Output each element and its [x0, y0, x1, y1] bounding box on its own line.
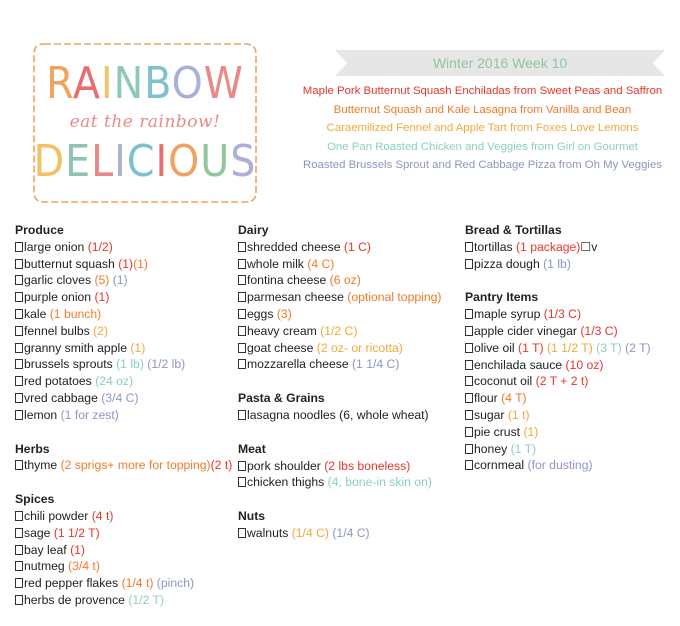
checkbox-icon[interactable]: [465, 444, 473, 454]
item-quantity: (1/3 C): [543, 307, 582, 322]
grocery-item: [238, 306, 463, 323]
item-quantity: ☐v: [580, 239, 598, 254]
checkbox-icon[interactable]: [465, 326, 473, 336]
checkbox-icon[interactable]: [15, 528, 23, 538]
item-quantity: (6 oz): [329, 273, 361, 288]
checkbox-icon[interactable]: [15, 393, 23, 403]
item-name: eggs: [247, 306, 277, 321]
item-quantity: (1 1/4 C): [352, 357, 400, 372]
checkbox-icon[interactable]: [15, 292, 23, 302]
item-name: thyme: [24, 458, 61, 473]
grocery-item: [15, 356, 235, 373]
logo-letter: D: [33, 136, 66, 187]
recipe-title: Caraemilized Fennel and Apple Tart from Foxes Love Lemons: [326, 122, 639, 134]
section-title: Meat: [238, 441, 266, 456]
section-title: Nuts: [238, 509, 266, 524]
logo-letter: W: [203, 58, 244, 109]
checkbox-icon[interactable]: [238, 461, 246, 471]
grocery-item: [15, 508, 235, 525]
item-name: pie crust: [474, 424, 524, 439]
item-name: sage: [24, 525, 54, 540]
item-name: shredded cheese: [247, 239, 344, 254]
item-quantity: (1 lb): [116, 357, 144, 372]
item-quantity: (1 lb): [543, 256, 571, 271]
item-quantity: (1): [130, 340, 146, 355]
item-quantity: (2): [93, 323, 109, 338]
logo-letter: L: [91, 136, 115, 187]
item-quantity: (3 T): [592, 340, 622, 355]
section-title: Bread & Tortillas: [465, 223, 562, 237]
item-name: kale: [24, 306, 50, 321]
checkbox-icon[interactable]: [465, 259, 473, 269]
checkbox-icon[interactable]: [238, 292, 246, 302]
item-name: chicken thighs: [247, 475, 328, 490]
item-quantity: (3/4 C): [101, 390, 139, 405]
item-name: goat cheese: [247, 340, 317, 355]
item-quantity: (1 C): [343, 239, 371, 254]
item-quantity: (1 t): [507, 407, 530, 422]
week-banner: [335, 50, 665, 76]
item-quantity: (2 T + 2 t): [535, 374, 589, 389]
checkbox-icon[interactable]: [15, 460, 23, 470]
item-quantity: (1): [118, 256, 134, 271]
item-quantity: (1/2 C): [320, 323, 358, 338]
grocery-item: [238, 356, 463, 373]
logo-letter: I: [155, 136, 169, 187]
grocery-item: [238, 458, 463, 475]
item-quantity: (4 T): [501, 391, 527, 406]
item-quantity: (1 T): [518, 340, 544, 355]
checkbox-icon[interactable]: [15, 511, 23, 521]
logo-letter: N: [113, 58, 145, 109]
logo: [30, 40, 260, 206]
item-name: flour: [474, 391, 502, 406]
checkbox-icon[interactable]: [238, 528, 246, 538]
grocery-item: [238, 272, 463, 289]
checkbox-icon[interactable]: [15, 275, 23, 285]
checkbox-icon[interactable]: [465, 410, 473, 420]
recipe-title: Butternut Squash and Kale Lasagna from Vanilla and Bean: [333, 103, 632, 116]
recipe-title: Roasted Brussels Sprout and Red Cabbage Pizza from Oh My Veggies: [303, 159, 662, 171]
item-name: olive oil: [474, 340, 519, 355]
item-name: tortillas: [474, 239, 516, 254]
checkbox-icon[interactable]: [238, 309, 246, 319]
item-name: herbs de provence: [24, 592, 129, 607]
logo-letter: O: [168, 136, 201, 187]
checkbox-icon[interactable]: [15, 410, 23, 420]
grocery-item: [238, 323, 463, 340]
item-quantity: (1/2 T): [128, 592, 165, 607]
checkbox-icon[interactable]: [15, 578, 23, 588]
grocery-item: [15, 592, 235, 609]
item-quantity: (1): [133, 256, 148, 271]
section-title: Dairy: [238, 223, 269, 237]
item-name: brussels sprouts: [24, 357, 117, 372]
recipe-list: [290, 82, 675, 175]
grocery-item: [15, 390, 235, 407]
grocery-item: [465, 323, 680, 340]
item-quantity: (1/3 C): [580, 323, 618, 338]
logo-word-delicious: [30, 136, 260, 187]
item-quantity: (4 t): [91, 508, 114, 523]
item-quantity: (4, bone-in skin on): [327, 475, 432, 490]
grocery-item: [15, 525, 235, 542]
section-title: Pantry Items: [465, 290, 539, 305]
logo-letter: E: [65, 136, 92, 187]
item-quantity: (1 package): [516, 239, 581, 254]
item-name: fennel bulbs: [24, 323, 94, 338]
item-name: vred cabbage: [24, 390, 102, 405]
item-quantity: (1/4 C): [291, 525, 329, 540]
grocery-item: [465, 306, 680, 323]
recipe-title: One Pan Roasted Chicken and Veggies from Girl on Gourmet: [327, 140, 638, 153]
item-quantity: (10 oz): [565, 357, 604, 372]
recipe-title: Maple Pork Butternut Squash Enchiladas from Sweet Peas and Saffron: [302, 85, 663, 97]
grocery-item: [15, 457, 235, 474]
item-name: pork shoulder: [247, 458, 325, 473]
item-quantity: (24 oz): [95, 374, 134, 389]
item-quantity: (1 bunch): [49, 306, 102, 321]
checkbox-icon[interactable]: [238, 242, 246, 252]
checkbox-icon[interactable]: [15, 326, 23, 336]
grocery-column-1: [15, 222, 235, 626]
item-quantity: (1): [70, 542, 85, 557]
logo-tagline: eat the rainbow!: [69, 112, 221, 132]
checkbox-icon[interactable]: [238, 359, 246, 369]
checkbox-icon[interactable]: [15, 376, 23, 386]
grocery-item: [15, 558, 235, 575]
grocery-item: [238, 474, 463, 491]
item-quantity: (2 lbs boneless): [324, 458, 411, 473]
checkbox-icon[interactable]: [465, 309, 473, 319]
grocery-column-3: [465, 222, 680, 491]
grocery-item: [465, 424, 680, 441]
item-name: red pepper flakes: [24, 576, 122, 591]
logo-letter: U: [200, 136, 231, 187]
item-quantity: (1 1/2 T): [53, 525, 100, 540]
item-quantity: (2 T): [621, 340, 651, 355]
checkbox-icon[interactable]: [465, 427, 473, 437]
grocery-item: [15, 256, 235, 273]
item-quantity: (4 C): [307, 256, 335, 271]
item-name: pizza dough: [474, 256, 544, 271]
checkbox-icon[interactable]: [238, 410, 246, 420]
checkbox-icon[interactable]: [238, 343, 246, 353]
grocery-item: [465, 457, 680, 474]
grocery-column-2: [238, 222, 463, 559]
item-name: purple onion: [24, 290, 95, 305]
item-quantity: (1 1/2 T): [543, 340, 593, 355]
logo-letter: C: [126, 136, 156, 187]
checkbox-icon[interactable]: [238, 326, 246, 336]
grocery-item: [465, 441, 680, 458]
grocery-section: [238, 390, 463, 424]
grocery-section: [465, 289, 680, 474]
item-name: granny smith apple: [24, 340, 131, 355]
logo-letter: I: [100, 58, 114, 109]
section-title: Produce: [15, 223, 64, 237]
logo-word-rainbow: [30, 58, 260, 109]
item-name: maple syrup: [474, 307, 544, 322]
grocery-item: [15, 575, 235, 592]
checkbox-icon[interactable]: [465, 343, 473, 353]
banner-text: Winter 2016 Week 10: [432, 55, 568, 71]
item-name: walnuts: [247, 525, 292, 540]
item-quantity: (2 oz- or ricotta): [316, 340, 403, 355]
item-name: enchilada sauce: [474, 357, 566, 372]
grocery-section: [15, 491, 235, 609]
grocery-item: [15, 323, 235, 340]
item-quantity: (for dusting): [527, 458, 593, 473]
checkbox-icon[interactable]: [238, 275, 246, 285]
item-name: coconut oil: [474, 374, 536, 389]
checkbox-icon[interactable]: [465, 376, 473, 386]
item-quantity: (1 T): [510, 441, 537, 456]
grocery-item: [465, 373, 680, 390]
logo-letter: O: [171, 58, 204, 109]
section-title: Pasta & Grains: [238, 391, 325, 406]
grocery-section: [465, 222, 680, 272]
item-name: nutmeg: [24, 559, 69, 574]
grocery-item: [238, 256, 463, 273]
grocery-item: [15, 289, 235, 306]
grocery-section: [238, 508, 463, 542]
item-name: lasagna noodles (6, whole wheat): [247, 407, 429, 422]
checkbox-icon[interactable]: [15, 595, 23, 605]
item-name: cornmeal: [474, 458, 528, 473]
checkbox-icon[interactable]: [15, 343, 23, 353]
grocery-item: [465, 357, 680, 374]
checkbox-icon[interactable]: [238, 477, 246, 487]
item-quantity: (1): [94, 290, 110, 305]
item-name: apple cider vinegar: [474, 323, 581, 338]
item-quantity: (5): [94, 273, 110, 288]
grocery-item: [238, 340, 463, 357]
grocery-item: [15, 272, 235, 289]
checkbox-icon[interactable]: [15, 309, 23, 319]
item-name: parmesan cheese: [247, 290, 348, 305]
item-quantity: (pinch): [153, 576, 195, 591]
item-name: large onion: [24, 239, 88, 254]
checkbox-icon[interactable]: [15, 259, 23, 269]
grocery-item: [465, 256, 680, 273]
grocery-item: [465, 239, 680, 256]
logo-letter: B: [144, 58, 172, 109]
checkbox-icon[interactable]: [465, 460, 473, 470]
section-title: Herbs: [15, 441, 50, 456]
item-quantity: (1 for zest): [60, 407, 119, 422]
logo-letter: I: [114, 136, 127, 187]
checkbox-icon[interactable]: [465, 393, 473, 403]
checkbox-icon[interactable]: [15, 545, 23, 555]
item-quantity: (optional topping): [347, 290, 442, 305]
item-quantity: (3/4 t): [68, 559, 100, 574]
grocery-section: [15, 441, 235, 475]
item-name: garlic cloves: [24, 273, 95, 288]
grocery-item: [238, 525, 463, 542]
item-name: lemon: [24, 407, 61, 422]
grocery-item: [15, 306, 235, 323]
item-name: heavy cream: [247, 323, 321, 338]
checkbox-icon[interactable]: [15, 242, 23, 252]
item-name: honey: [474, 441, 511, 456]
grocery-item: [15, 407, 235, 424]
grocery-section: [15, 222, 235, 424]
item-name: sugar: [474, 407, 508, 422]
item-quantity: (1): [523, 424, 539, 439]
logo-letter: A: [72, 58, 101, 109]
item-quantity: (1/4 t): [121, 576, 154, 591]
item-quantity: (1): [109, 273, 128, 288]
grocery-item: [465, 340, 680, 357]
grocery-item: [15, 373, 235, 390]
grocery-item: [465, 390, 680, 407]
grocery-item: [238, 239, 463, 256]
checkbox-icon[interactable]: [465, 242, 473, 252]
grocery-item: [15, 239, 235, 256]
checkbox-icon[interactable]: [238, 259, 246, 269]
item-quantity: (1/2 lb): [143, 357, 186, 372]
grocery-item: [15, 340, 235, 357]
logo-letter: R: [46, 58, 73, 109]
checkbox-icon[interactable]: [15, 561, 23, 571]
item-quantity: (3): [276, 306, 292, 321]
item-name: red potatoes: [24, 374, 96, 389]
item-quantity: (1/4 C): [328, 525, 370, 540]
item-name: fontina cheese: [247, 273, 330, 288]
grocery-item: [15, 542, 235, 559]
item-name: butternut squash: [24, 256, 119, 271]
item-name: mozzarella cheese: [247, 357, 352, 372]
item-name: bay leaf: [24, 542, 71, 557]
item-quantity: (2 sprigs+ more for topping): [60, 458, 211, 473]
grocery-item: [238, 289, 463, 306]
grocery-item: [465, 407, 680, 424]
section-title: Spices: [15, 492, 55, 507]
item-quantity: (1/2): [87, 239, 113, 254]
checkbox-icon[interactable]: [15, 359, 23, 369]
grocery-section: [238, 222, 463, 373]
logo-letter: S: [230, 136, 257, 187]
grocery-item: [238, 407, 463, 424]
grocery-section: [238, 441, 463, 491]
checkbox-icon[interactable]: [465, 360, 473, 370]
item-name: chili powder: [24, 508, 92, 523]
item-name: whole milk: [247, 256, 308, 271]
item-quantity: (2 t): [210, 458, 233, 473]
